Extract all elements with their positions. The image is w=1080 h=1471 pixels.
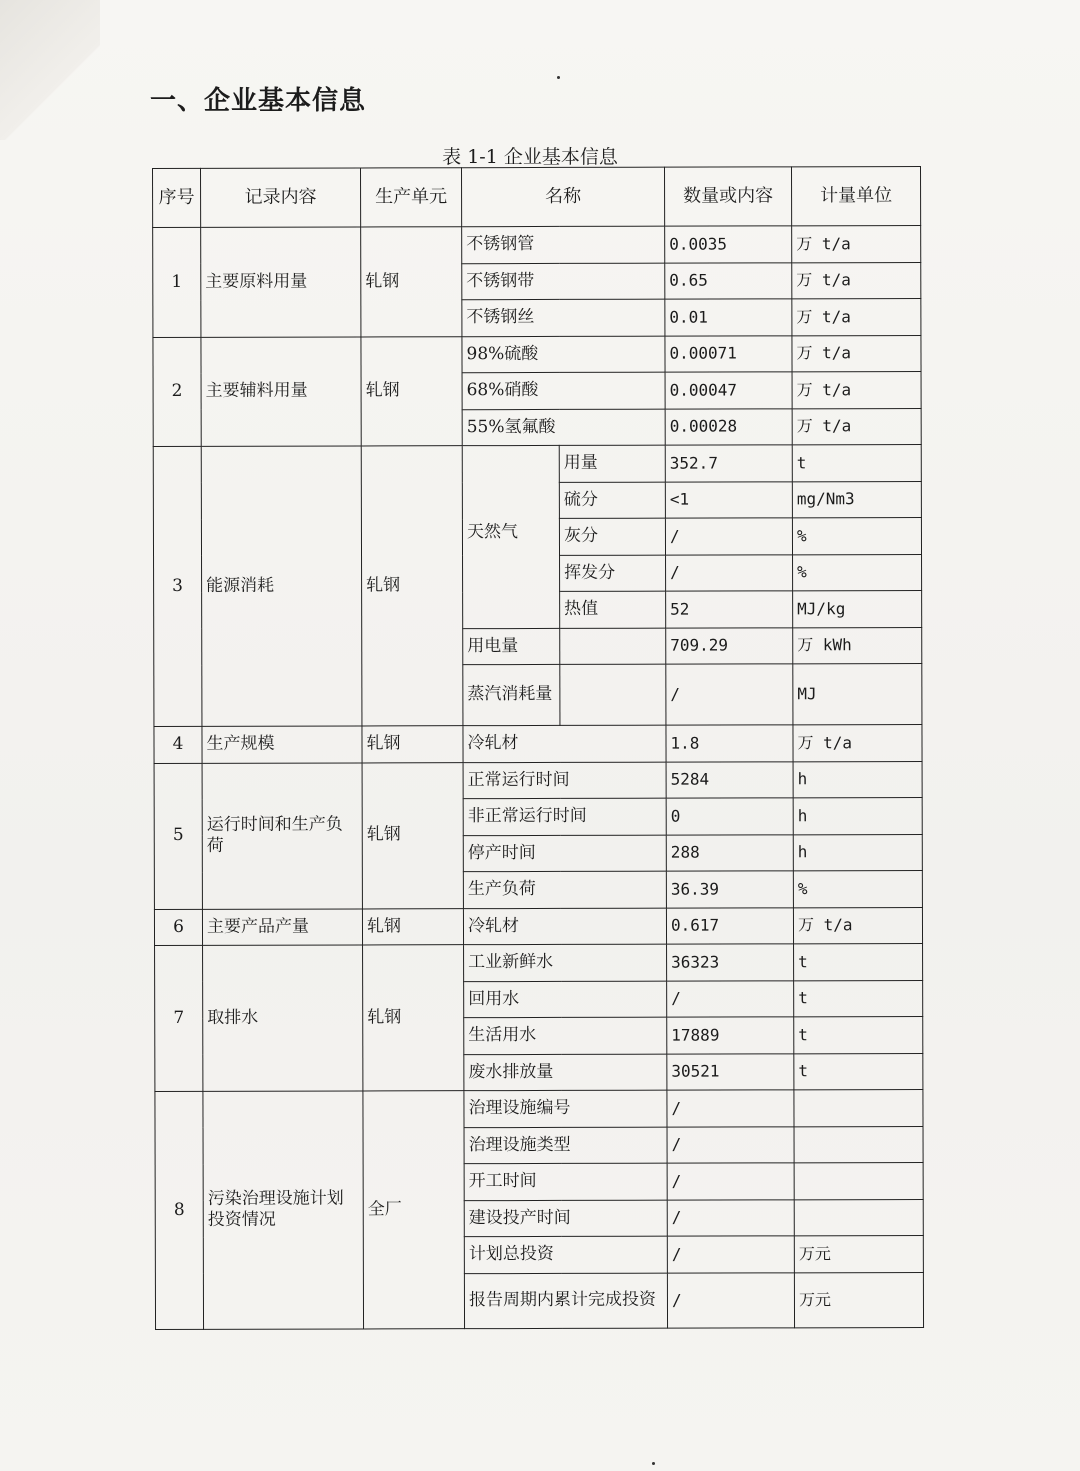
- record-content-cell: 取排水: [203, 945, 363, 1091]
- item-name-cell: 68%硝酸: [462, 372, 665, 409]
- value-cell: 0.617: [666, 907, 793, 944]
- value-cell: /: [666, 664, 793, 725]
- item-name-cell: 非正常运行时间: [463, 798, 666, 835]
- header-seq: 序号: [153, 168, 201, 227]
- seq-cell: 7: [155, 945, 203, 1091]
- sub-item-name-cell: 灰分: [559, 518, 665, 555]
- header-value: 数量或内容: [664, 167, 791, 226]
- table-row: [153, 225, 921, 264]
- value-cell: 36323: [667, 944, 794, 981]
- record-content-cell: 生产规模: [202, 726, 362, 763]
- item-name-cell: 冷轧材: [463, 908, 666, 945]
- table-row: [155, 943, 923, 982]
- item-name-cell: 不锈钢管: [462, 226, 665, 263]
- item-name-cell: 治理设施编号: [464, 1090, 667, 1127]
- unit-cell: t: [792, 444, 921, 481]
- table-row: [155, 1089, 923, 1128]
- table-row: [154, 907, 922, 946]
- unit-cell: 万 t/a: [793, 724, 922, 761]
- value-cell: 52: [666, 591, 793, 628]
- item-name-cell: 不锈钢丝: [462, 299, 665, 336]
- item-name-cell: 计划总投资: [464, 1236, 667, 1273]
- production-unit-cell: 全厂: [363, 1091, 465, 1329]
- unit-cell: MJ: [793, 663, 922, 724]
- item-name-cell: 报告周期内累计完成投资: [464, 1273, 667, 1329]
- seq-cell: 2: [153, 337, 201, 447]
- item-name-cell: 正常运行时间: [463, 762, 666, 799]
- value-cell: 352.7: [665, 445, 792, 482]
- record-content-cell: 主要产品产量: [202, 908, 362, 945]
- unit-cell: h: [793, 797, 922, 834]
- item-name-cell: 98%硫酸: [462, 336, 665, 373]
- value-cell: 0.00047: [665, 372, 792, 409]
- unit-cell: mg/Nm3: [792, 481, 921, 518]
- item-name-cell: 停产时间: [463, 835, 666, 872]
- record-content-cell: 主要辅料用量: [201, 336, 361, 446]
- unit-cell: t: [794, 980, 923, 1017]
- unit-cell: 万 t/a: [793, 907, 922, 944]
- item-name-cell: 蒸汽消耗量: [463, 664, 560, 725]
- production-unit-cell: 轧钢: [363, 945, 464, 1091]
- unit-cell: t: [794, 1053, 923, 1090]
- item-name-cell: 废水排放量: [464, 1054, 667, 1091]
- table-row: [154, 724, 922, 763]
- unit-cell: 万 t/a: [792, 298, 921, 335]
- page-fold-shadow: [0, 0, 100, 140]
- sub-item-name-cell: 用量: [559, 445, 665, 482]
- table-row: [153, 444, 921, 483]
- table-caption: 表 1-1 企业基本信息: [442, 146, 618, 168]
- sub-item-name-cell: 热值: [560, 591, 666, 628]
- paper-speck: [557, 76, 560, 79]
- value-cell: /: [667, 1199, 794, 1236]
- production-unit-cell: 轧钢: [361, 227, 462, 337]
- record-content-cell: 主要原料用量: [201, 227, 361, 337]
- unit-cell: h: [793, 761, 922, 798]
- header-content: 记录内容: [201, 168, 361, 227]
- record-content-cell: 能源消耗: [201, 446, 362, 726]
- seq-cell: 6: [154, 909, 202, 946]
- value-cell: 1.8: [666, 725, 793, 762]
- production-unit-cell: 轧钢: [361, 336, 462, 446]
- record-content-cell: 污染治理设施计划投资情况: [203, 1091, 364, 1329]
- unit-cell: 万元: [794, 1272, 923, 1327]
- item-name-cell: 回用水: [464, 981, 667, 1018]
- header-measure-unit: 计量单位: [791, 166, 920, 225]
- unit-cell: %: [792, 517, 921, 554]
- unit-cell: MJ/kg: [793, 590, 922, 627]
- item-name-cell: 开工时间: [464, 1163, 667, 1200]
- unit-cell: h: [793, 834, 922, 871]
- value-cell: 0: [666, 798, 793, 835]
- seq-cell: 5: [154, 763, 202, 909]
- unit-cell: [794, 1199, 923, 1236]
- header-production-unit: 生产单元: [361, 168, 462, 227]
- value-cell: 288: [666, 834, 793, 871]
- item-name-cell: 生产负荷: [463, 871, 666, 908]
- item-name-cell: 冷轧材: [463, 725, 666, 762]
- unit-cell: t: [794, 1016, 923, 1053]
- item-name-cell: 生活用水: [464, 1017, 667, 1054]
- unit-cell: 万 t/a: [792, 371, 921, 408]
- value-cell: 0.00071: [665, 335, 792, 372]
- enterprise-info-table: [152, 166, 924, 1330]
- natural-gas-label-cell: 天然气: [462, 445, 559, 628]
- unit-cell: 万 t/a: [792, 408, 921, 445]
- value-cell: /: [667, 1272, 794, 1327]
- table-row: [153, 335, 921, 374]
- value-cell: 17889: [667, 1017, 794, 1054]
- production-unit-cell: 轧钢: [362, 908, 463, 945]
- value-cell: /: [666, 554, 793, 591]
- production-unit-cell: 轧钢: [362, 726, 463, 763]
- seq-cell: 4: [154, 726, 202, 763]
- unit-cell: 万 t/a: [792, 262, 921, 299]
- table-row: [154, 761, 922, 800]
- value-cell: /: [667, 1236, 794, 1273]
- value-cell: 5284: [666, 761, 793, 798]
- value-cell: <1: [665, 481, 792, 518]
- production-unit-cell: 轧钢: [361, 446, 463, 726]
- unit-cell: 万 t/a: [792, 335, 921, 372]
- unit-cell: 万元: [794, 1235, 923, 1272]
- value-cell: /: [665, 518, 792, 555]
- unit-cell: %: [793, 554, 922, 591]
- value-cell: 30521: [667, 1053, 794, 1090]
- value-cell: 0.00028: [665, 408, 792, 445]
- value-cell: /: [667, 980, 794, 1017]
- value-cell: 0.01: [665, 299, 792, 336]
- item-name-cell: 用电量: [463, 628, 560, 665]
- value-cell: 709.29: [666, 627, 793, 664]
- item-name-cell: 建设投产时间: [464, 1200, 667, 1237]
- unit-cell: t: [794, 943, 923, 980]
- paper-speck: [652, 1462, 655, 1465]
- seq-cell: 1: [153, 227, 201, 337]
- value-cell: /: [667, 1163, 794, 1200]
- production-unit-cell: 轧钢: [362, 762, 463, 908]
- value-cell: 0.0035: [665, 226, 792, 263]
- item-name-cell: 不锈钢带: [462, 263, 665, 300]
- record-content-cell: 运行时间和生产负荷: [202, 762, 362, 908]
- value-cell: /: [667, 1126, 794, 1163]
- unit-cell: %: [793, 870, 922, 907]
- unit-cell: [794, 1089, 923, 1126]
- value-cell: 0.65: [665, 262, 792, 299]
- unit-cell: [794, 1126, 923, 1163]
- value-cell: 36.39: [666, 871, 793, 908]
- sub-item-name-cell: 硫分: [559, 482, 665, 519]
- seq-cell: 8: [155, 1091, 204, 1329]
- header-name: 名称: [462, 167, 665, 227]
- seq-cell: 3: [153, 446, 202, 726]
- unit-cell: [794, 1162, 923, 1199]
- table-header-row: [153, 166, 921, 227]
- empty-cell: [560, 664, 666, 725]
- empty-cell: [560, 628, 666, 665]
- sub-item-name-cell: 挥发分: [560, 555, 666, 592]
- item-name-cell: 工业新鲜水: [464, 944, 667, 981]
- unit-cell: 万 kWh: [793, 627, 922, 664]
- item-name-cell: 治理设施类型: [464, 1127, 667, 1164]
- unit-cell: 万 t/a: [792, 225, 921, 262]
- value-cell: /: [667, 1090, 794, 1127]
- item-name-cell: 55%氢氟酸: [462, 409, 665, 446]
- section-title: 一、企业基本信息: [150, 86, 367, 116]
